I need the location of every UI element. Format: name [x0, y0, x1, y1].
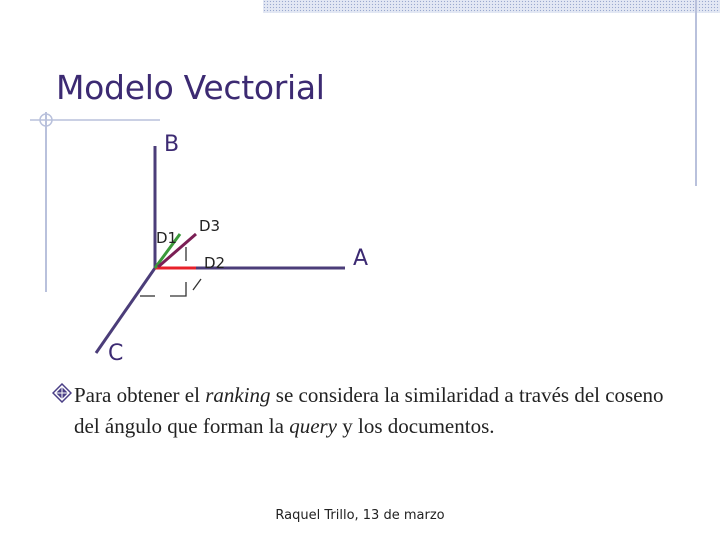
doc-label-d1: D1 — [156, 229, 178, 247]
bullet-prefix: Para obtener el — [74, 383, 206, 407]
bullet-ranking-term: ranking — [205, 383, 271, 407]
bullet-query-term: query — [289, 414, 338, 438]
slide-title: Modelo Vectorial — [56, 68, 325, 107]
bullet-middle: se considera la similaridad a través del coseno del ángulo que forman la — [74, 383, 664, 438]
axis-label-c: C — [108, 341, 124, 366]
diamond-bullet-icon — [52, 383, 72, 403]
bullet-suffix: y los documentos. — [337, 414, 495, 438]
axis-c-line — [96, 268, 155, 353]
doc-label-d2: D2 — [204, 254, 226, 272]
projection-guide-diagonal — [193, 279, 201, 290]
projection-guide-right — [170, 282, 186, 296]
axis-label-a: A — [353, 246, 369, 271]
doc-label-d3: D3 — [199, 217, 221, 235]
bullet-paragraph — [74, 380, 694, 442]
footer-text: Raquel Trillo, 13 de marzo — [275, 508, 445, 523]
axis-label-b: B — [164, 132, 180, 157]
